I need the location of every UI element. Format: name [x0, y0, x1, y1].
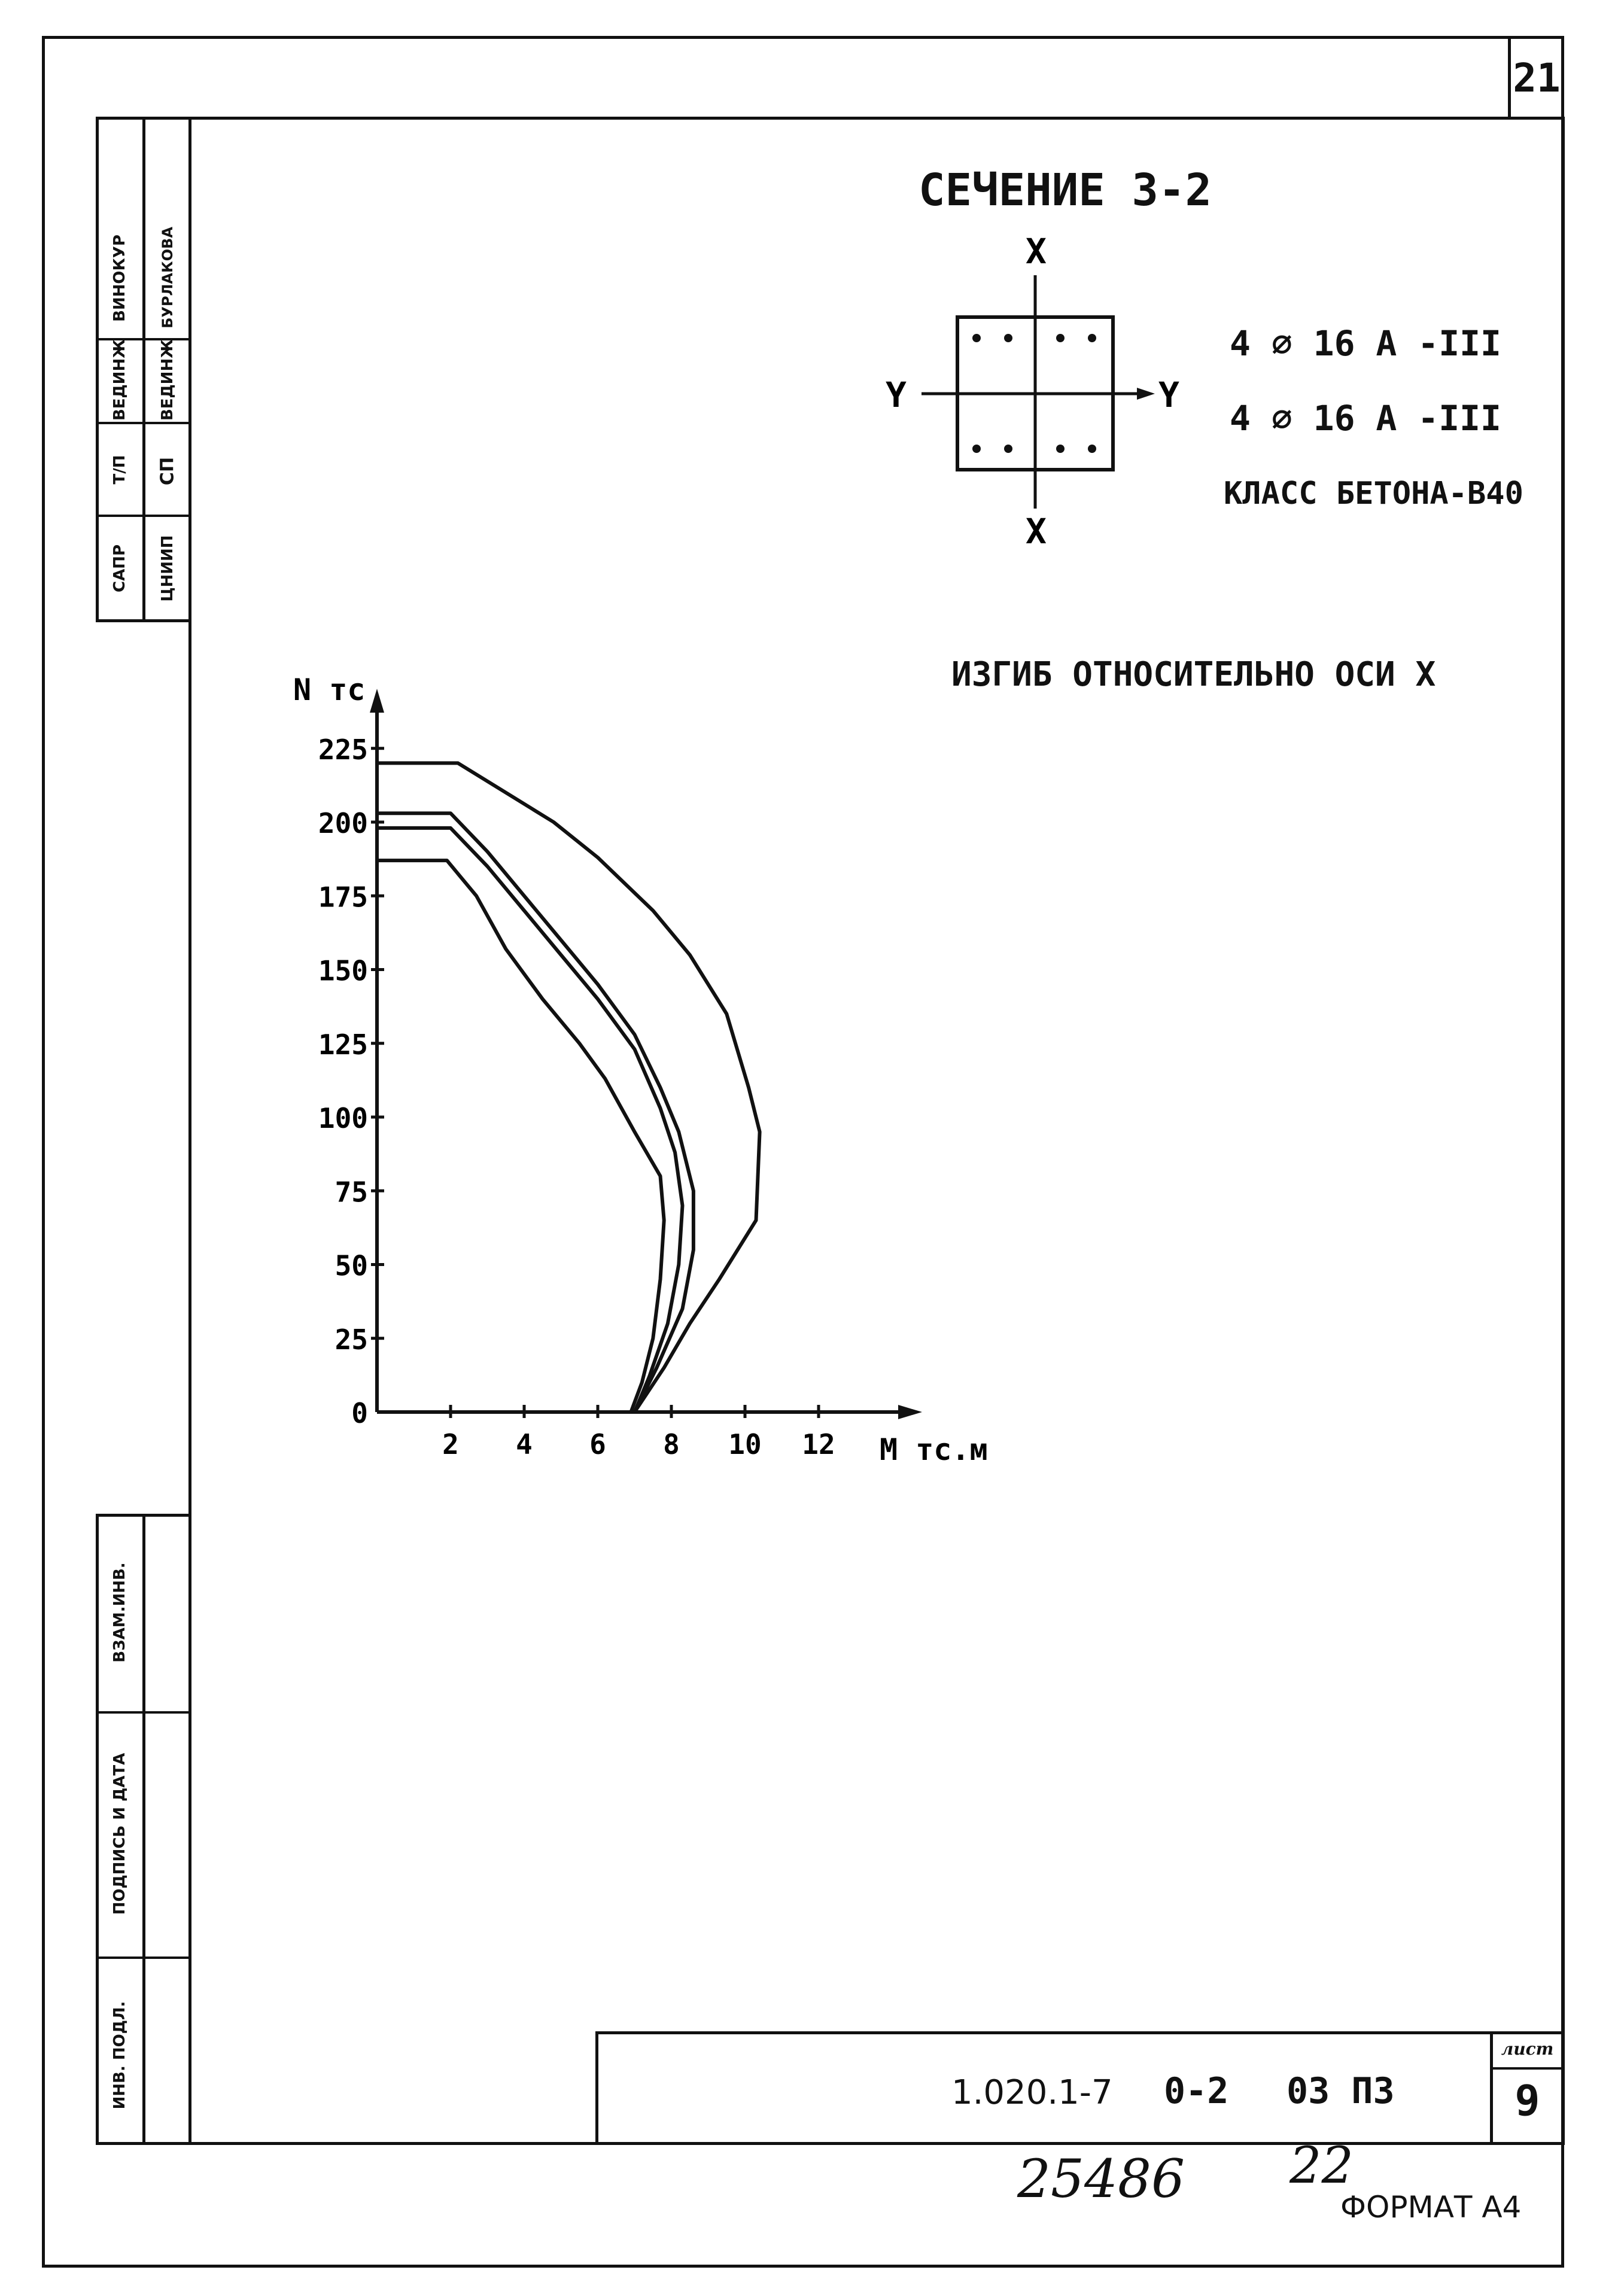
- series-line-3: [377, 828, 683, 1412]
- side-stamp-row-line: [96, 1711, 191, 1714]
- y-tick-label: 100: [318, 1102, 368, 1134]
- handwritten-page: 22: [1290, 2136, 1354, 2195]
- side-stamp-divider: [142, 117, 145, 622]
- rebar-dot: [1056, 334, 1065, 342]
- format-label: ФОРМАТ А4: [1340, 2190, 1522, 2225]
- rebar-dot: [1004, 334, 1012, 342]
- rebar-dot: [972, 334, 981, 342]
- y-tick-label: 125: [318, 1028, 368, 1061]
- rebar-dot: [1056, 445, 1065, 453]
- side-stamp-row-line: [96, 1957, 191, 1959]
- side-stamp-row-line: [96, 422, 191, 424]
- section-title: СЕЧЕНИЕ 3-2: [919, 165, 1212, 216]
- concrete-class: КЛАСС БЕТОНА-В40: [1224, 476, 1523, 512]
- sheet-number-divider: [1490, 2067, 1565, 2070]
- rebar-top: 4 ⌀ 16 А -III: [1230, 323, 1501, 364]
- rebar-dot: [1088, 445, 1096, 453]
- stamp-label: САПР: [111, 544, 129, 593]
- rebar-bottom: 4 ⌀ 16 А -III: [1230, 398, 1501, 439]
- side-stamp-divider: [142, 1514, 145, 2145]
- axis-y-arrow: [1137, 388, 1155, 400]
- y-tick-label: 25: [334, 1323, 368, 1356]
- axis-x-top-label: X: [1026, 233, 1047, 272]
- rebar-dot: [972, 445, 981, 453]
- series-line-4: [377, 860, 664, 1412]
- stamp-label: БУРЛАКОВА: [159, 227, 176, 328]
- rebar-dot: [1088, 334, 1096, 342]
- bending-note: ИЗГИБ ОТНОСИТЕЛЬНО ОСИ X: [951, 655, 1436, 694]
- y-tick-label: 50: [334, 1249, 368, 1282]
- axis-y-left-label: Y: [886, 375, 907, 415]
- y-tick-label: 75: [334, 1176, 368, 1209]
- x-tick-label: 10: [728, 1428, 762, 1460]
- sheet-label: лист: [1501, 2039, 1554, 2059]
- x-tick-label: 4: [516, 1428, 533, 1460]
- y-axis-label: N тс: [293, 673, 366, 707]
- stamp-label: ВЕДИНЖ: [159, 339, 177, 421]
- y-tick-label: 0: [351, 1397, 368, 1429]
- y-tick-label: 150: [318, 954, 368, 987]
- stamp-label: ПОДПИСЬ И ДАТА: [111, 1752, 129, 1915]
- stamp-label: ВЗАМ.ИНВ.: [111, 1562, 129, 1663]
- x-tick-label: 12: [802, 1428, 835, 1460]
- page-number: 21: [1513, 55, 1561, 101]
- y-axis-arrow: [370, 689, 384, 713]
- y-tick-label: 200: [318, 807, 368, 839]
- stamp-label: ВИНОКУР: [111, 235, 129, 322]
- x-axis-arrow: [898, 1405, 922, 1419]
- stamp-label: ВЕДИНЖ: [111, 339, 129, 421]
- doc-code: 1.020.1-7: [951, 2073, 1113, 2112]
- x-tick-label: 2: [442, 1428, 459, 1460]
- interaction-chart: [251, 670, 1029, 1496]
- handwritten-number: 25486: [1017, 2148, 1185, 2210]
- stamp-label: ЦНИИП: [159, 535, 177, 602]
- stamp-label: ИНВ. ПОДЛ.: [111, 2001, 129, 2110]
- side-stamp-row-line: [96, 338, 191, 340]
- x-tick-label: 6: [589, 1428, 606, 1460]
- doc-part: 03 ПЗ: [1287, 2070, 1395, 2112]
- sheet-number: 9: [1514, 2076, 1540, 2125]
- side-stamp-row-line: [96, 515, 191, 517]
- x-axis-label: M тс.м: [880, 1432, 988, 1467]
- doc-sub: 0-2: [1164, 2070, 1229, 2112]
- axis-x-bottom-label: X: [1026, 511, 1047, 552]
- x-tick-label: 8: [663, 1428, 680, 1460]
- y-tick-label: 225: [318, 733, 368, 766]
- stamp-label: Т/П: [111, 455, 129, 485]
- axis-y-right-label: Y: [1158, 375, 1179, 415]
- y-tick-label: 175: [318, 881, 368, 914]
- stamp-label: СП: [157, 457, 178, 486]
- rebar-dot: [1004, 445, 1012, 453]
- cross-section-diagram: [874, 233, 1209, 556]
